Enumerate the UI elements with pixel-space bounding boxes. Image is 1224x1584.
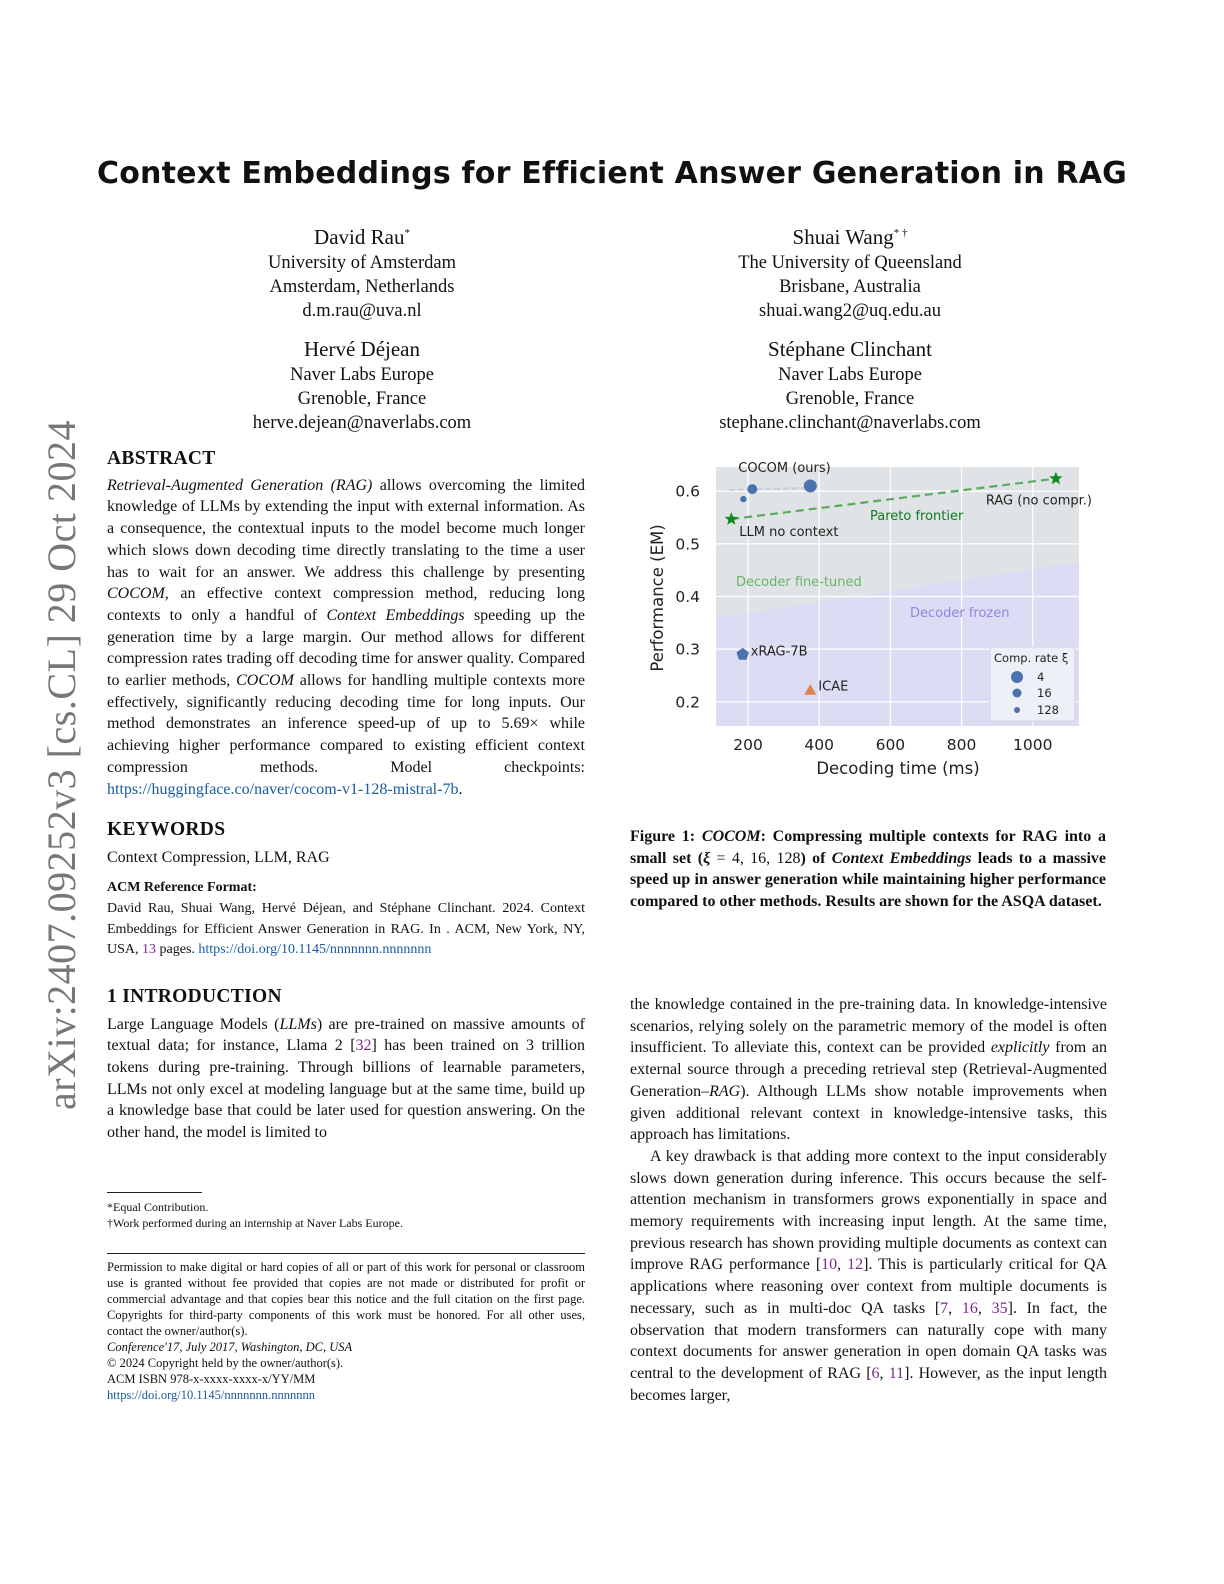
permission-doi-link[interactable]: https://doi.org/10.1145/nnnnnnn.nnnnnnn (107, 1388, 315, 1402)
cocom-term: COCOM (236, 672, 294, 690)
intro-heading: 1 INTRODUCTION (107, 985, 282, 1007)
author-block-4 (650, 335, 1050, 435)
text-part: from an external source through a preceding retrieval step (Retrieval-Augmented Generation– (630, 1039, 1107, 1100)
left-column (107, 448, 585, 1144)
abstract-part: speeding up the generation time by a large margin. Our method allows for different compression rates trading off decoding time for answer quality. Compared to earlier methods, (107, 606, 586, 690)
author-block-1 (162, 219, 562, 323)
x-tick-label: 400 (804, 736, 835, 754)
author-email: herve.dejean@naverlabs.com (252, 413, 472, 433)
permission-block (107, 1259, 585, 1403)
caption-part: leads to a massive speed up in answer generation while maintaining higher performance compared to other methods. Results are shown for the ASQA dataset. (630, 849, 1107, 911)
intro-part: Large Language Models ( (107, 1015, 280, 1033)
text-sep: , (837, 1256, 848, 1274)
author-email: stephane.clinchant@naverlabs.com (719, 413, 981, 433)
author-location: Amsterdam, Netherlands (269, 277, 455, 297)
legend-title: Comp. rate ξ (994, 651, 1069, 665)
text-part: ]. However, as the input length becomes larger, (630, 1364, 1108, 1404)
region-label-frozen: Decoder frozen (910, 606, 1010, 621)
text-part: the knowledge contained in the pre-training data. In knowledge-intensive scenarios, relying solely on the parametric memory of the model is often insufficient. To alleviate this, context can be provided (630, 996, 1107, 1057)
abstract-end: . (458, 780, 463, 798)
y-tick-label: 0.2 (675, 693, 700, 712)
author-name: Shuai Wang (792, 225, 894, 249)
text-part: A key drawback is that adding more context to the input considerably slows down generation during inference. This occurs because the self-attention mechanism in transformers grows exponentially in space and memory requirements with increasing input length. At the same time, previous research has shown providing multiple documents as context can improve RAG performance [ (630, 1147, 1107, 1274)
caption-context-embeddings: Context Embeddings (831, 849, 972, 867)
y-tick-label: 0.5 (675, 535, 700, 554)
abstract-part: allows for handling multiple contexts more effectively, significantly reducing decoding time for long inputs. Our method demonstrates an inference speed-up of up to 5.69× while achieving higher performance compared to existing efficient context compression methods. Model checkpoints: (107, 672, 586, 776)
keywords-heading: KEYWORDS (107, 819, 226, 841)
legend-label-4: 4 (1037, 670, 1045, 684)
author-affiliation: The University of Queensland (738, 253, 962, 273)
legend-marker-4 (1011, 671, 1023, 683)
caption-values: = 4, 16, 128 (710, 849, 801, 867)
citation-link[interactable]: 6 (871, 1364, 880, 1382)
author-mark: * (404, 227, 410, 239)
conference-line: Conference'17, July 2017, Washington, DC, USA (107, 1340, 353, 1354)
point-label: COCOM (ours) (738, 460, 831, 476)
caption-part: : Compressing multiple contexts for RAG into a small set ( (630, 828, 1106, 867)
author-location: Grenoble, France (297, 389, 427, 409)
x-tick-label: 600 (875, 736, 906, 754)
figure-1-chart (630, 452, 1100, 792)
author-name: Stéphane Clinchant (768, 337, 932, 361)
context-embeddings-term: Context Embeddings (326, 606, 465, 624)
author-name: Hervé Déjean (303, 337, 420, 361)
author-block-3 (162, 335, 562, 435)
footnote-equal: *Equal Contribution. (107, 1200, 209, 1214)
arxiv-stamp: arXiv:2407.09252v3 [cs.CL] 29 Oct 2024 (39, 419, 84, 1110)
citation-link[interactable]: 12 (847, 1256, 864, 1274)
author-affiliation: Naver Labs Europe (778, 365, 922, 385)
region-label-finetuned: Decoder fine-tuned (736, 575, 862, 590)
author-location: Grenoble, France (785, 389, 915, 409)
text-part: ]. This is particularly critical for QA applications where reasoning over context from multiple documents is necessary, such as in multi-doc QA tasks [ (630, 1256, 1108, 1317)
acm-ref-pages: pages. (156, 942, 199, 958)
cocom-term: COCOM (107, 585, 165, 603)
rag-term: RAG (709, 1082, 741, 1100)
footnotes (107, 1199, 585, 1231)
acm-ref-body: David Rau, Shuai Wang, Hervé Déjean, and Stéphane Clinchant. 2024. Context Embeddings for Efficient Answer Generation in RAG. In . ACM, New York, NY, USA, (107, 901, 585, 958)
legend-label-128: 128 (1037, 703, 1059, 717)
author-block-2 (650, 219, 1050, 323)
caption-cocom: COCOM (701, 828, 761, 845)
pareto-label: Pareto frontier (870, 509, 964, 524)
acm-ref-text (107, 899, 585, 961)
citation-link[interactable]: 16 (961, 1299, 978, 1317)
checkpoint-link[interactable]: https://huggingface.co/naver/cocom-v1-128-mistral-7b (107, 780, 459, 798)
point-label: RAG (no compr.) (985, 493, 1093, 509)
right-paragraph-2 (630, 1146, 1107, 1406)
abstract-part: , an effective context compression method, reducing long contexts to only a handful of (107, 585, 585, 624)
author-name: David Rau (314, 225, 405, 249)
y-tick-label: 0.6 (675, 482, 700, 501)
citation-link[interactable]: 32 (355, 1037, 372, 1055)
caption-part: ) of (800, 849, 832, 867)
acm-ref-heading: ACM Reference Format: (107, 879, 257, 895)
permission-text: Permission to make digital or hard copies of all or part of this work for personal or classroom use is granted without fee provided that copies are not made or distributed for profit or commercial advantage and that copies bear this notice and the full citation on the first page. Copyrights for third-party components of this work must be honored. For all other uses, contact the owner/author(s). (107, 1260, 585, 1338)
data-point-2 (740, 496, 746, 502)
point-label: ICAE (818, 679, 849, 695)
citation-link[interactable]: 11 (888, 1364, 905, 1382)
footnote-rule (107, 1192, 202, 1193)
caption-label: Figure 1: (630, 828, 702, 845)
author-affiliation: Naver Labs Europe (290, 365, 434, 385)
point-label: xRAG-7B (750, 644, 808, 660)
point-label: LLM no context (739, 525, 839, 541)
x-tick-label: 1000 (1013, 736, 1053, 754)
text-sep: , (977, 1299, 992, 1317)
permission-rule (107, 1253, 585, 1254)
page-count-link[interactable]: 13 (142, 942, 157, 958)
footnote-internship: †Work performed during an internship at Naver Labs Europe. (107, 1216, 403, 1230)
x-tick-label: 800 (946, 736, 977, 754)
rag-term: Retrieval-Augmented Generation (RAG) (107, 476, 373, 494)
abstract-heading: ABSTRACT (107, 448, 216, 469)
x-axis-label: Decoding time (ms) (816, 759, 980, 778)
author-affiliation: University of Amsterdam (267, 253, 457, 273)
y-tick-label: 0.4 (675, 588, 700, 606)
author-mark: * † (893, 227, 908, 239)
legend (990, 647, 1075, 721)
data-point-0 (804, 479, 817, 492)
keywords-text: Context Compression, LLM, RAG (107, 848, 330, 866)
explicitly-term: explicitly (990, 1039, 1050, 1057)
text-sep: , (879, 1364, 889, 1382)
legend-marker-16 (1013, 689, 1022, 698)
intro-part: ) are pre-trained on massive amounts of textual data; for instance, Llama 2 [ (107, 1015, 585, 1055)
legend-label-16: 16 (1037, 686, 1052, 700)
legend-marker-128 (1014, 707, 1020, 713)
text-part: ]. In fact, the observation that modern transformers can naturally cope with many context documents for answer generation in open domain QA tasks was central to the development of RAG [ (630, 1299, 1108, 1382)
author-location: Brisbane, Australia (779, 277, 921, 297)
abstract-part: allows overcoming the limited knowledge of LLMs by extending the input with external information. As a consequence, the contextual inputs to the model become much longer which slows down decoding time directly translating to the time a user has to wait for an answer. We address this challenge by presenting (107, 476, 585, 581)
y-axis-label: Performance (EM) (648, 524, 667, 672)
text-part: ). Although LLMs show notable improvements when given additional relevant context in knowledge-intensive tasks, this approach has limitations. (630, 1082, 1107, 1144)
intro-part: ] has been trained on 3 trillion tokens during pre-training. Through billions of learnable parameters, LLMs not only excel at modeling language but at the same time, build up a knowledge base that could be later used for question answering. On the other hand, the model is limited to (107, 1037, 585, 1142)
right-paragraph-1 (630, 994, 1107, 1146)
figure-caption (630, 826, 1106, 913)
citation-link[interactable]: 35 (991, 1299, 1008, 1317)
citation-link[interactable]: 10 (821, 1256, 838, 1274)
citation-link[interactable]: 7 (940, 1299, 949, 1317)
doi-link[interactable]: https://doi.org/10.1145/nnnnnnn.nnnnnnn (198, 942, 432, 958)
y-tick-label: 0.3 (675, 640, 700, 659)
isbn-line: ACM ISBN 978-x-xxxx-xxxx-x/YY/MM (107, 1372, 316, 1386)
data-point-1 (747, 484, 757, 494)
copyright-line: © 2024 Copyright held by the owner/author(s). (107, 1356, 344, 1370)
llms-term: LLMs (279, 1015, 317, 1033)
author-email: d.m.rau@uva.nl (302, 301, 422, 321)
paper-title: Context Embeddings for Efficient Answer Generation in RAG (97, 156, 1127, 191)
x-tick-label: 200 (733, 736, 763, 754)
text-sep: , (948, 1299, 962, 1317)
abstract-text (107, 475, 585, 801)
right-column (630, 994, 1107, 1406)
intro-text (107, 1014, 585, 1144)
author-email: shuai.wang2@uq.edu.au (759, 301, 941, 321)
caption-xi: ξ (703, 849, 711, 867)
